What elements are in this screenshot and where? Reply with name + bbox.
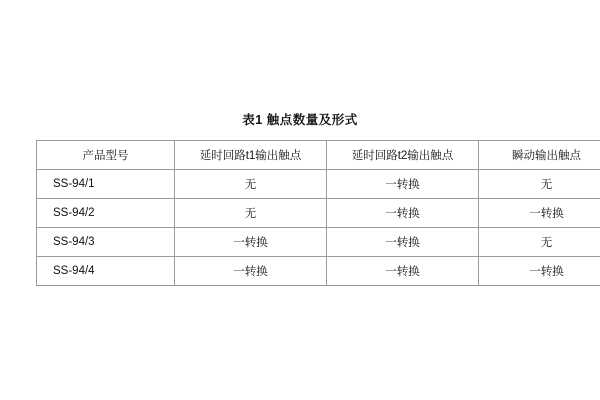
column-header-model: 产品型号 (37, 141, 175, 170)
cell-instant: 一转换 (479, 257, 600, 286)
cell-instant: 一转换 (479, 199, 600, 228)
cell-model: SS-94/2 (37, 199, 175, 228)
contact-table (36, 140, 600, 286)
cell-t2: 一转换 (327, 199, 479, 228)
cell-model: SS-94/3 (37, 228, 175, 257)
cell-t1: 无 (175, 199, 327, 228)
cell-t1: 无 (175, 170, 327, 199)
table-row (37, 257, 600, 286)
table-row (37, 228, 600, 257)
contact-table-container (36, 140, 581, 286)
column-header-t1-contact: 延时回路t1输出触点 (175, 141, 327, 170)
column-header-instant-contact: 瞬动输出触点 (479, 141, 600, 170)
cell-t2: 一转换 (327, 170, 479, 199)
cell-t1: 一转换 (175, 228, 327, 257)
table-header-row (37, 141, 600, 170)
cell-instant: 无 (479, 228, 600, 257)
cell-model: SS-94/1 (37, 170, 175, 199)
cell-t2: 一转换 (327, 228, 479, 257)
cell-t2: 一转换 (327, 257, 479, 286)
column-header-t2-contact: 延时回路t2输出触点 (327, 141, 479, 170)
cell-t1: 一转换 (175, 257, 327, 286)
table-row (37, 199, 600, 228)
table-body (37, 170, 600, 286)
cell-instant: 无 (479, 170, 600, 199)
table-caption: 表1 触点数量及形式 (242, 113, 358, 127)
table-row (37, 170, 600, 199)
cell-model: SS-94/4 (37, 257, 175, 286)
table-header (37, 141, 600, 170)
